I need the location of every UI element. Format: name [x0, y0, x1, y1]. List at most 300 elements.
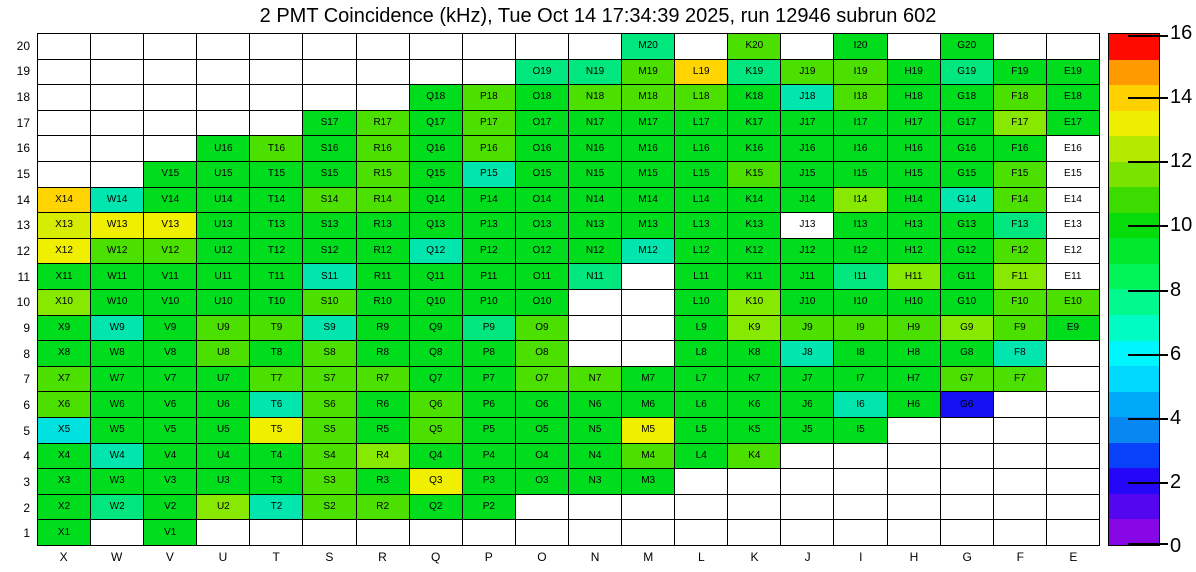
grid-cell-E16: E16: [1047, 136, 1100, 162]
grid-cell-J12: J12: [781, 239, 834, 265]
grid-cell-W8: W8: [91, 341, 144, 367]
x-axis-label-E: E: [1069, 550, 1078, 564]
grid-cell-O8: O8: [516, 341, 569, 367]
y-axis-label-11: 11: [17, 269, 30, 284]
colorbar-tick-8: [1128, 290, 1168, 292]
grid-cell-S14: S14: [303, 188, 356, 214]
grid-cell-Q15: Q15: [410, 162, 463, 188]
colorbar-band: [1109, 60, 1159, 86]
grid-cell-Q11: Q11: [410, 264, 463, 290]
grid-cell-Q14: Q14: [410, 188, 463, 214]
grid-cell-L9: L9: [675, 316, 728, 342]
grid-cell-J7: J7: [781, 367, 834, 393]
grid-cell-N15: N15: [569, 162, 622, 188]
grid-cell-U14: U14: [197, 188, 250, 214]
y-axis-label-12: 12: [16, 244, 30, 258]
grid-cell-empty: [1047, 418, 1100, 444]
grid-cell-K17: K17: [728, 111, 781, 137]
grid-cell-I7: I7: [834, 367, 887, 393]
grid-cell-empty: [1047, 444, 1100, 470]
x-axis-label-I: I: [859, 550, 863, 564]
grid-cell-empty: [994, 392, 1047, 418]
grid-cell-Q17: Q17: [410, 111, 463, 137]
grid-cell-K5: K5: [728, 418, 781, 444]
grid-cell-L18: L18: [675, 85, 728, 111]
grid-cell-empty: [516, 34, 569, 60]
x-axis-label-O: O: [537, 550, 547, 564]
colorbar-tick-6: [1128, 354, 1168, 356]
grid-cell-R7: R7: [357, 367, 410, 393]
grid-cell-empty: [1047, 469, 1100, 495]
grid-cell-H14: H14: [888, 188, 941, 214]
grid-cell-T5: T5: [250, 418, 303, 444]
x-axis-label-G: G: [962, 550, 972, 564]
grid-cell-L7: L7: [675, 367, 728, 393]
grid-cell-empty: [622, 264, 675, 290]
grid-cell-U5: U5: [197, 418, 250, 444]
colorbar-label-2: 2: [1170, 470, 1182, 493]
grid-cell-G11: G11: [941, 264, 994, 290]
grid-cell-empty: [197, 111, 250, 137]
grid-cell-empty: [622, 316, 675, 342]
grid-cell-empty: [303, 60, 356, 86]
grid-cell-H10: H10: [888, 290, 941, 316]
grid-cell-S16: S16: [303, 136, 356, 162]
grid-cell-G12: G12: [941, 239, 994, 265]
y-axis-label-6: 6: [23, 397, 30, 412]
grid-cell-empty: [888, 34, 941, 60]
colorbar-label-8: 8: [1170, 278, 1182, 301]
grid-cell-G9: G9: [941, 316, 994, 342]
grid-cell-I13: I13: [834, 213, 887, 239]
grid-cell-J14: J14: [781, 188, 834, 214]
grid-cell-X2: X2: [38, 495, 91, 521]
grid-cell-S10: S10: [303, 290, 356, 316]
grid-cell-empty: [38, 111, 91, 137]
grid-cell-L15: L15: [675, 162, 728, 188]
grid-cell-empty: [250, 34, 303, 60]
grid-cell-S17: S17: [303, 111, 356, 137]
grid-cell-F7: F7: [994, 367, 1047, 393]
colorbar-band: [1109, 136, 1159, 162]
grid-cell-empty: [834, 520, 887, 546]
grid-cell-N6: N6: [569, 392, 622, 418]
grid-cell-R8: R8: [357, 341, 410, 367]
grid-cell-J9: J9: [781, 316, 834, 342]
grid-cell-K7: K7: [728, 367, 781, 393]
x-axis-label-Q: Q: [430, 550, 441, 564]
grid-cell-empty: [516, 520, 569, 546]
grid-cell-V6: V6: [144, 392, 197, 418]
grid-cell-X1: X1: [38, 520, 91, 546]
grid-cell-empty: [781, 34, 834, 60]
grid-cell-empty: [569, 520, 622, 546]
grid-cell-X14: X14: [38, 188, 91, 214]
grid-cell-empty: [197, 60, 250, 86]
grid-cell-Q18: Q18: [410, 85, 463, 111]
colorbar-band: [1109, 443, 1159, 469]
grid-cell-N4: N4: [569, 444, 622, 470]
grid-cell-F13: F13: [994, 213, 1047, 239]
grid-cell-empty: [303, 520, 356, 546]
grid-cell-V15: V15: [144, 162, 197, 188]
grid-cell-empty: [38, 34, 91, 60]
grid-cell-G19: G19: [941, 60, 994, 86]
grid-cell-I8: I8: [834, 341, 887, 367]
grid-cell-U15: U15: [197, 162, 250, 188]
grid-cell-empty: [1047, 520, 1100, 546]
colorbar-band: [1109, 494, 1159, 520]
grid-cell-O18: O18: [516, 85, 569, 111]
grid-cell-H11: H11: [888, 264, 941, 290]
grid-cell-W10: W10: [91, 290, 144, 316]
colorbar-band: [1109, 366, 1159, 392]
y-axis-label-8: 8: [23, 346, 30, 361]
colorbar-tick-2: [1128, 482, 1168, 484]
grid-cell-K6: K6: [728, 392, 781, 418]
grid-cell-H9: H9: [888, 316, 941, 342]
y-axis-label-9: 9: [23, 320, 30, 335]
grid-cell-L4: L4: [675, 444, 728, 470]
grid-cell-L11: L11: [675, 264, 728, 290]
grid-cell-L8: L8: [675, 341, 728, 367]
grid-cell-N12: N12: [569, 239, 622, 265]
colorbar-label-12: 12: [1170, 150, 1193, 173]
grid-cell-empty: [941, 520, 994, 546]
grid-cell-P8: P8: [463, 341, 516, 367]
grid-cell-R12: R12: [357, 239, 410, 265]
grid-cell-empty: [941, 495, 994, 521]
grid-cell-empty: [197, 520, 250, 546]
grid-cell-R5: R5: [357, 418, 410, 444]
grid-cell-empty: [144, 136, 197, 162]
colorbar-band: [1109, 162, 1159, 188]
x-axis-label-S: S: [325, 550, 334, 564]
grid-cell-S12: S12: [303, 239, 356, 265]
grid-cell-T8: T8: [250, 341, 303, 367]
grid-cell-H16: H16: [888, 136, 941, 162]
grid-cell-N5: N5: [569, 418, 622, 444]
grid-cell-W2: W2: [91, 495, 144, 521]
grid-cell-empty: [569, 316, 622, 342]
grid-cell-empty: [38, 60, 91, 86]
grid-cell-P17: P17: [463, 111, 516, 137]
grid-cell-U6: U6: [197, 392, 250, 418]
y-axis-label-5: 5: [23, 423, 30, 438]
grid-cell-M5: M5: [622, 418, 675, 444]
colorbar-band: [1109, 111, 1159, 137]
grid-cell-J15: J15: [781, 162, 834, 188]
grid-cell-empty: [834, 469, 887, 495]
grid-cell-X8: X8: [38, 341, 91, 367]
grid-cell-I6: I6: [834, 392, 887, 418]
grid-cell-E13: E13: [1047, 213, 1100, 239]
grid-cell-empty: [410, 60, 463, 86]
grid-cell-O9: O9: [516, 316, 569, 342]
grid-cell-P6: P6: [463, 392, 516, 418]
grid-cell-empty: [38, 85, 91, 111]
grid-cell-M12: M12: [622, 239, 675, 265]
grid-cell-K12: K12: [728, 239, 781, 265]
grid-cell-empty: [728, 469, 781, 495]
grid-cell-empty: [144, 60, 197, 86]
grid-cell-L16: L16: [675, 136, 728, 162]
grid-cell-G13: G13: [941, 213, 994, 239]
grid-cell-empty: [357, 85, 410, 111]
grid-cell-P14: P14: [463, 188, 516, 214]
grid-cell-J6: J6: [781, 392, 834, 418]
grid-cell-empty: [622, 520, 675, 546]
grid-cell-empty: [91, 60, 144, 86]
grid-cell-empty: [1047, 34, 1100, 60]
grid-cell-P11: P11: [463, 264, 516, 290]
grid-cell-O7: O7: [516, 367, 569, 393]
grid-cell-empty: [728, 495, 781, 521]
x-axis-label-X: X: [59, 550, 68, 564]
grid-cell-P5: P5: [463, 418, 516, 444]
grid-cell-F11: F11: [994, 264, 1047, 290]
grid-cell-R10: R10: [357, 290, 410, 316]
grid-cell-Q3: Q3: [410, 469, 463, 495]
grid-cell-R13: R13: [357, 213, 410, 239]
grid-cell-K13: K13: [728, 213, 781, 239]
grid-cell-W3: W3: [91, 469, 144, 495]
grid-cell-T16: T16: [250, 136, 303, 162]
grid-cell-K15: K15: [728, 162, 781, 188]
colorbar-label-14: 14: [1170, 86, 1193, 109]
grid-cell-O19: O19: [516, 60, 569, 86]
grid-cell-T11: T11: [250, 264, 303, 290]
grid-cell-X4: X4: [38, 444, 91, 470]
grid-cell-X5: X5: [38, 418, 91, 444]
grid-cell-empty: [144, 85, 197, 111]
grid-cell-empty: [303, 34, 356, 60]
grid-cell-E18: E18: [1047, 85, 1100, 111]
grid-cell-empty: [91, 85, 144, 111]
grid-cell-V9: V9: [144, 316, 197, 342]
grid-cell-M17: M17: [622, 111, 675, 137]
grid-cell-M4: M4: [622, 444, 675, 470]
grid-cell-V11: V11: [144, 264, 197, 290]
y-axis-label-20: 20: [16, 38, 30, 53]
grid-cell-R11: R11: [357, 264, 410, 290]
grid-cell-I16: I16: [834, 136, 887, 162]
grid-cell-empty: [91, 111, 144, 137]
grid-cell-V8: V8: [144, 341, 197, 367]
grid-cell-F14: F14: [994, 188, 1047, 214]
grid-cell-empty: [357, 520, 410, 546]
grid-cell-empty: [728, 520, 781, 546]
grid-cell-J17: J17: [781, 111, 834, 137]
x-axis-label-U: U: [218, 550, 228, 564]
grid-cell-K8: K8: [728, 341, 781, 367]
grid-cell-G6: G6: [941, 392, 994, 418]
colorbar-band: [1109, 289, 1159, 315]
y-axis-label-4: 4: [23, 449, 30, 464]
grid-cell-empty: [675, 469, 728, 495]
grid-cell-Q9: Q9: [410, 316, 463, 342]
grid-cell-M19: M19: [622, 60, 675, 86]
grid-cell-empty: [463, 520, 516, 546]
grid-cell-empty: [144, 111, 197, 137]
grid-cell-empty: [994, 520, 1047, 546]
grid-cell-N11: N11: [569, 264, 622, 290]
grid-cell-L10: L10: [675, 290, 728, 316]
grid-cell-S7: S7: [303, 367, 356, 393]
grid-cell-I11: I11: [834, 264, 887, 290]
grid-cell-E10: E10: [1047, 290, 1100, 316]
colorbar-label-10: 10: [1170, 214, 1193, 237]
grid-cell-T10: T10: [250, 290, 303, 316]
grid-cell-N13: N13: [569, 213, 622, 239]
grid-cell-I18: I18: [834, 85, 887, 111]
y-axis-label-18: 18: [16, 90, 30, 105]
grid-cell-H18: H18: [888, 85, 941, 111]
grid-cell-R3: R3: [357, 469, 410, 495]
grid-cell-F17: F17: [994, 111, 1047, 137]
grid-cell-R4: R4: [357, 444, 410, 470]
grid-cell-O11: O11: [516, 264, 569, 290]
colorbar-band: [1109, 417, 1159, 443]
grid-cell-empty: [569, 341, 622, 367]
grid-cell-empty: [38, 136, 91, 162]
grid-cell-X12: X12: [38, 239, 91, 265]
heatmap-grid: [37, 33, 1100, 546]
grid-cell-empty: [569, 290, 622, 316]
grid-cell-empty: [463, 60, 516, 86]
x-axis-label-N: N: [590, 550, 600, 564]
grid-cell-P2: P2: [463, 495, 516, 521]
grid-cell-U7: U7: [197, 367, 250, 393]
grid-cell-U8: U8: [197, 341, 250, 367]
grid-cell-N14: N14: [569, 188, 622, 214]
grid-cell-Q4: Q4: [410, 444, 463, 470]
grid-cell-M18: M18: [622, 85, 675, 111]
grid-cell-empty: [675, 495, 728, 521]
grid-cell-T7: T7: [250, 367, 303, 393]
grid-cell-empty: [888, 495, 941, 521]
grid-cell-H6: H6: [888, 392, 941, 418]
grid-cell-O13: O13: [516, 213, 569, 239]
grid-cell-X6: X6: [38, 392, 91, 418]
x-axis-label-W: W: [111, 550, 123, 564]
colorbar-label-0: 0: [1170, 535, 1182, 557]
grid-cell-K10: K10: [728, 290, 781, 316]
grid-cell-T15: T15: [250, 162, 303, 188]
grid-cell-W6: W6: [91, 392, 144, 418]
grid-cell-S11: S11: [303, 264, 356, 290]
grid-cell-O12: O12: [516, 239, 569, 265]
colorbar-tick-12: [1128, 161, 1168, 163]
grid-cell-T12: T12: [250, 239, 303, 265]
grid-cell-empty: [410, 34, 463, 60]
grid-cell-P13: P13: [463, 213, 516, 239]
colorbar-band: [1109, 34, 1159, 60]
grid-cell-U3: U3: [197, 469, 250, 495]
grid-cell-W11: W11: [91, 264, 144, 290]
grid-cell-Q7: Q7: [410, 367, 463, 393]
y-axis-label-2: 2: [23, 500, 30, 515]
grid-cell-S4: S4: [303, 444, 356, 470]
grid-cell-H15: H15: [888, 162, 941, 188]
grid-cell-empty: [941, 469, 994, 495]
grid-cell-Q8: Q8: [410, 341, 463, 367]
grid-cell-K18: K18: [728, 85, 781, 111]
grid-cell-U2: U2: [197, 495, 250, 521]
x-axis-label-M: M: [643, 550, 654, 564]
grid-cell-E15: E15: [1047, 162, 1100, 188]
grid-cell-G10: G10: [941, 290, 994, 316]
y-axis-label-19: 19: [16, 64, 30, 79]
grid-cell-Q13: Q13: [410, 213, 463, 239]
colorbar-band: [1109, 519, 1159, 545]
grid-cell-W14: W14: [91, 188, 144, 214]
grid-cell-P16: P16: [463, 136, 516, 162]
grid-cell-empty: [197, 34, 250, 60]
grid-cell-F18: F18: [994, 85, 1047, 111]
grid-cell-G17: G17: [941, 111, 994, 137]
grid-cell-empty: [1047, 367, 1100, 393]
grid-cell-M16: M16: [622, 136, 675, 162]
grid-cell-H17: H17: [888, 111, 941, 137]
grid-cell-U9: U9: [197, 316, 250, 342]
grid-cell-I12: I12: [834, 239, 887, 265]
grid-cell-M15: M15: [622, 162, 675, 188]
y-axis-label-7: 7: [23, 372, 30, 387]
grid-cell-L12: L12: [675, 239, 728, 265]
y-axis-label-3: 3: [23, 474, 30, 489]
grid-cell-empty: [91, 520, 144, 546]
grid-cell-J16: J16: [781, 136, 834, 162]
grid-cell-P7: P7: [463, 367, 516, 393]
grid-cell-O3: O3: [516, 469, 569, 495]
grid-cell-X10: X10: [38, 290, 91, 316]
grid-cell-K16: K16: [728, 136, 781, 162]
grid-cell-F19: F19: [994, 60, 1047, 86]
grid-cell-L6: L6: [675, 392, 728, 418]
grid-cell-empty: [357, 34, 410, 60]
colorbar-band: [1109, 264, 1159, 290]
grid-cell-O14: O14: [516, 188, 569, 214]
grid-cell-empty: [250, 520, 303, 546]
grid-cell-empty: [1047, 341, 1100, 367]
x-axis-label-J: J: [804, 550, 811, 564]
grid-cell-K14: K14: [728, 188, 781, 214]
grid-cell-G18: G18: [941, 85, 994, 111]
grid-cell-P10: P10: [463, 290, 516, 316]
grid-cell-T4: T4: [250, 444, 303, 470]
grid-cell-G16: G16: [941, 136, 994, 162]
chart-title: 2 PMT Coincidence (kHz), Tue Oct 14 17:34:39 2025, run 12946 subrun 602: [259, 5, 937, 27]
grid-cell-S6: S6: [303, 392, 356, 418]
grid-cell-F15: F15: [994, 162, 1047, 188]
grid-cell-R16: R16: [357, 136, 410, 162]
grid-cell-empty: [463, 34, 516, 60]
grid-cell-V10: V10: [144, 290, 197, 316]
colorbar-label-6: 6: [1170, 342, 1182, 365]
grid-cell-X3: X3: [38, 469, 91, 495]
grid-cell-E12: E12: [1047, 239, 1100, 265]
grid-cell-K9: K9: [728, 316, 781, 342]
grid-cell-empty: [994, 469, 1047, 495]
grid-cell-Q5: Q5: [410, 418, 463, 444]
grid-cell-K4: K4: [728, 444, 781, 470]
grid-cell-O6: O6: [516, 392, 569, 418]
grid-cell-P12: P12: [463, 239, 516, 265]
grid-cell-empty: [941, 418, 994, 444]
grid-cell-empty: [197, 85, 250, 111]
grid-cell-I9: I9: [834, 316, 887, 342]
